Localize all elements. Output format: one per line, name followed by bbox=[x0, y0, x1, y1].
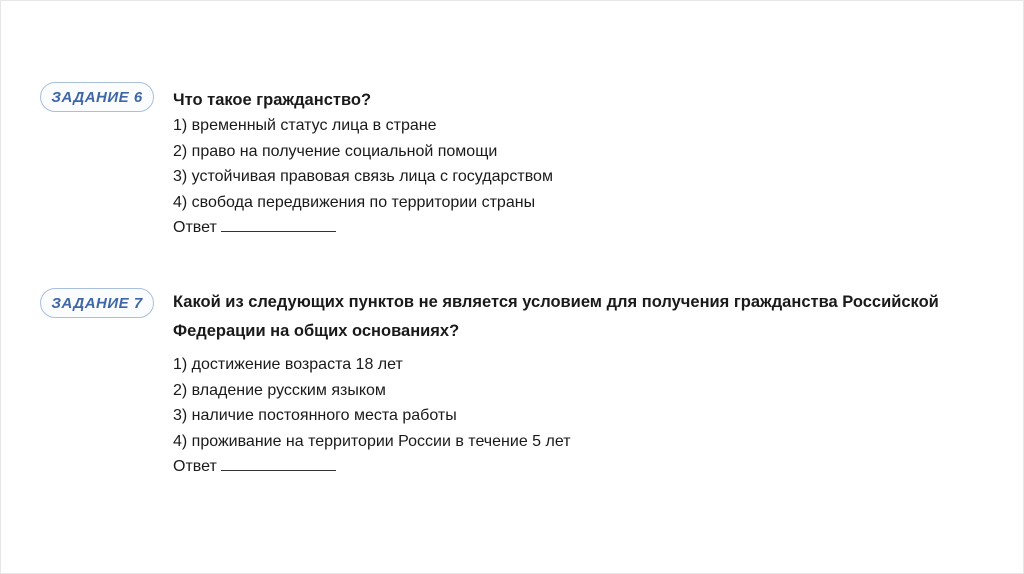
task6-option-2: 2) право на получение социальной помощи bbox=[173, 142, 498, 160]
task7-question: Какой из следующих пунктов не является условием для получения гражданства Российской Федерации на общих основаниях? bbox=[173, 293, 939, 340]
task6-option-4: 4) свобода передвижения по территории страны bbox=[173, 193, 536, 211]
task6-answer-line[interactable] bbox=[221, 218, 336, 232]
task7-answer-line[interactable] bbox=[221, 457, 336, 471]
task7-option-2: 2) владение русским языком bbox=[173, 381, 386, 399]
task7-badge bbox=[40, 288, 154, 318]
task6-block bbox=[173, 87, 1003, 241]
task6-option-1: 1) временный статус лица в стране bbox=[173, 117, 437, 134]
task6-badge bbox=[40, 82, 154, 112]
task7-option-4: 4) проживание на территории России в течение 5 лет bbox=[173, 432, 571, 450]
task7-block bbox=[173, 288, 1003, 480]
task6-answer bbox=[173, 215, 1003, 241]
task7-badge-label: ЗАДАНИЕ 7 bbox=[51, 294, 143, 312]
task7-answer bbox=[173, 454, 1003, 480]
task7-option-1: 1) достижение возраста 18 лет bbox=[173, 356, 403, 373]
task7-answer-label: Ответ bbox=[173, 458, 217, 475]
task6-question: Что такое гражданство? bbox=[173, 91, 372, 109]
task6-option-3: 3) устойчивая правовая связь лица с государством bbox=[173, 168, 553, 185]
task7-option-3: 3) наличие постоянного места работы bbox=[173, 407, 457, 424]
task6-badge-label: ЗАДАНИЕ 6 bbox=[51, 88, 143, 106]
task6-answer-label: Ответ bbox=[173, 219, 217, 236]
